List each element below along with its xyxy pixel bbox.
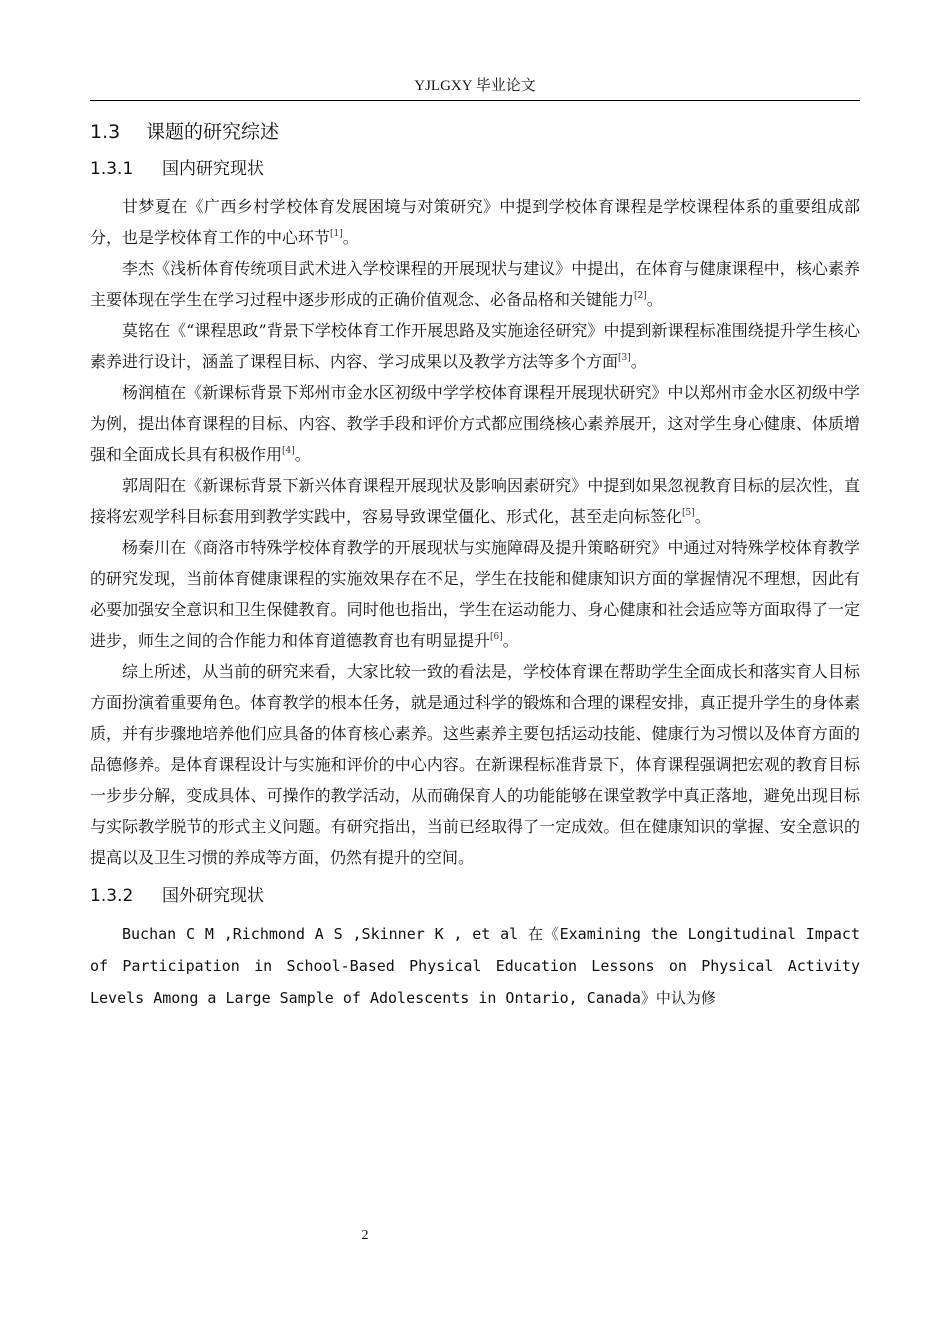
paragraph bbox=[90, 532, 860, 656]
paragraph-end: 。 bbox=[342, 228, 359, 247]
paragraph-end: 。 bbox=[694, 507, 711, 526]
paragraph-end: 。 bbox=[502, 631, 519, 650]
page-body bbox=[90, 113, 860, 1014]
paragraph bbox=[90, 253, 860, 315]
paragraph-text: 杨秦川在《商洛市特殊学校体育教学的开展现状与实施障碍及提升策略研究》中通过对特殊学校体育教学的研究发现，当前体育健康课程的实施效果存在不足，学生在技能和健康知识方面的掌握情况不理想，因此有必要加强安全意识和卫生保健教育。同时他也指出，学生在运动能力、身心健康和社会适应等方面取得了一定进步，师生之间的合作能力和体育道德教育也有明显提升 bbox=[90, 538, 860, 650]
citation-ref: [3] bbox=[618, 353, 631, 363]
summary-paragraph bbox=[90, 656, 860, 873]
paragraph-text: 甘梦夏在《广西乡村学校体育发展困境与对策研究》中提到学校体育课程是学校课程体系的重要组成部分，也是学校体育工作的中心环节 bbox=[90, 197, 860, 247]
subsection-number: 1.3.1 bbox=[90, 159, 134, 179]
subsection-title: 国内研究现状 bbox=[162, 159, 264, 179]
citation-ref: [4] bbox=[282, 446, 295, 456]
paragraph bbox=[90, 315, 860, 377]
subsection-heading-domestic bbox=[90, 156, 860, 182]
paragraph-text: 莫铭在《“课程思政”背景下学校体育工作开展思路及实施途径研究》中提到新课程标准围绕提升学生核心素养进行设计，涵盖了课程目标、内容、学习成果以及教学方法等多个方面 bbox=[90, 321, 860, 371]
section-title: 课题的研究综述 bbox=[146, 121, 280, 143]
citation-ref: [5] bbox=[682, 508, 695, 518]
paragraph-foreign: Buchan C M ,Richmond A S ,Skinner K , et al 在《Examining the Longitudinal Impact of Participation in School-Based Physical Education Lessons on Physical Activity Levels Among a Large Sample of Adolescents in Ontario, Canada》中认为修 bbox=[90, 925, 860, 1007]
paragraph-text: 李杰《浅析体育传统项目武术进入学校课程的开展现状与建议》中提出，在体育与健康课程中，核心素养主要体现在学生在学习过程中逐步形成的正确价值观念、必备品格和关键能力 bbox=[90, 259, 860, 309]
running-header: YJLGXY 毕业论文 bbox=[414, 78, 536, 94]
section-number: 1.3 bbox=[90, 121, 121, 143]
citation-ref: [2] bbox=[634, 291, 647, 301]
citation-ref: [6] bbox=[490, 632, 503, 642]
section-heading bbox=[90, 119, 860, 145]
page-number: 2 bbox=[361, 1228, 369, 1243]
paragraph-text: 综上所述，从当前的研究来看，大家比较一致的看法是，学校体育课在帮助学生全面成长和落实育人目标方面扮演着重要角色。体育教学的根本任务，就是通过科学的锻炼和合理的课程安排，真正提升学生的身体素质，并有步骤地培养他们应具备的体育核心素养。这些素养主要包括运动技能、健康行为习惯以及体育方面的品德修养。是体育课程设计与实施和评价的中心内容。在新课程标准背景下，体育课程强调把宏观的教育目标一步步分解，变成具体、可操作的教学活动，从而确保育人的功能能够在课堂教学中真正落地，避免出现目标与实际教学脱节的形式主义问题。有研究指出，当前已经取得了一定成效。但在健康知识的掌握、安全意识的提高以及卫生习惯的养成等方面，仍然有提升的空间。 bbox=[90, 662, 860, 867]
subsection-number: 1.3.2 bbox=[90, 886, 134, 906]
paragraph-end: 。 bbox=[630, 352, 647, 371]
subsection-heading-foreign bbox=[90, 883, 860, 909]
paragraph bbox=[90, 470, 860, 532]
paragraph-text: 杨润植在《新课标背景下郑州市金水区初级中学学校体育课程开展现状研究》中以郑州市金水区初级中学为例，提出体育课程的目标、内容、教学手段和评价方式都应围绕核心素养展开，这对学生身心健康、体质增强和全面成长具有积极作用 bbox=[90, 383, 860, 464]
header-rule bbox=[90, 100, 860, 101]
paragraph-end: 。 bbox=[646, 290, 663, 309]
paragraph bbox=[90, 377, 860, 470]
paragraph-text: 郭周阳在《新课标背景下新兴体育课程开展现状及影响因素研究》中提到如果忽视教育目标的层次性，直接将宏观学科目标套用到教学实践中，容易导致课堂僵化、形式化，甚至走向标签化 bbox=[90, 476, 860, 526]
subsection-title: 国外研究现状 bbox=[162, 886, 264, 906]
paragraph-end: 。 bbox=[294, 445, 311, 464]
citation-ref: [1] bbox=[330, 229, 343, 239]
paragraph bbox=[90, 191, 860, 253]
